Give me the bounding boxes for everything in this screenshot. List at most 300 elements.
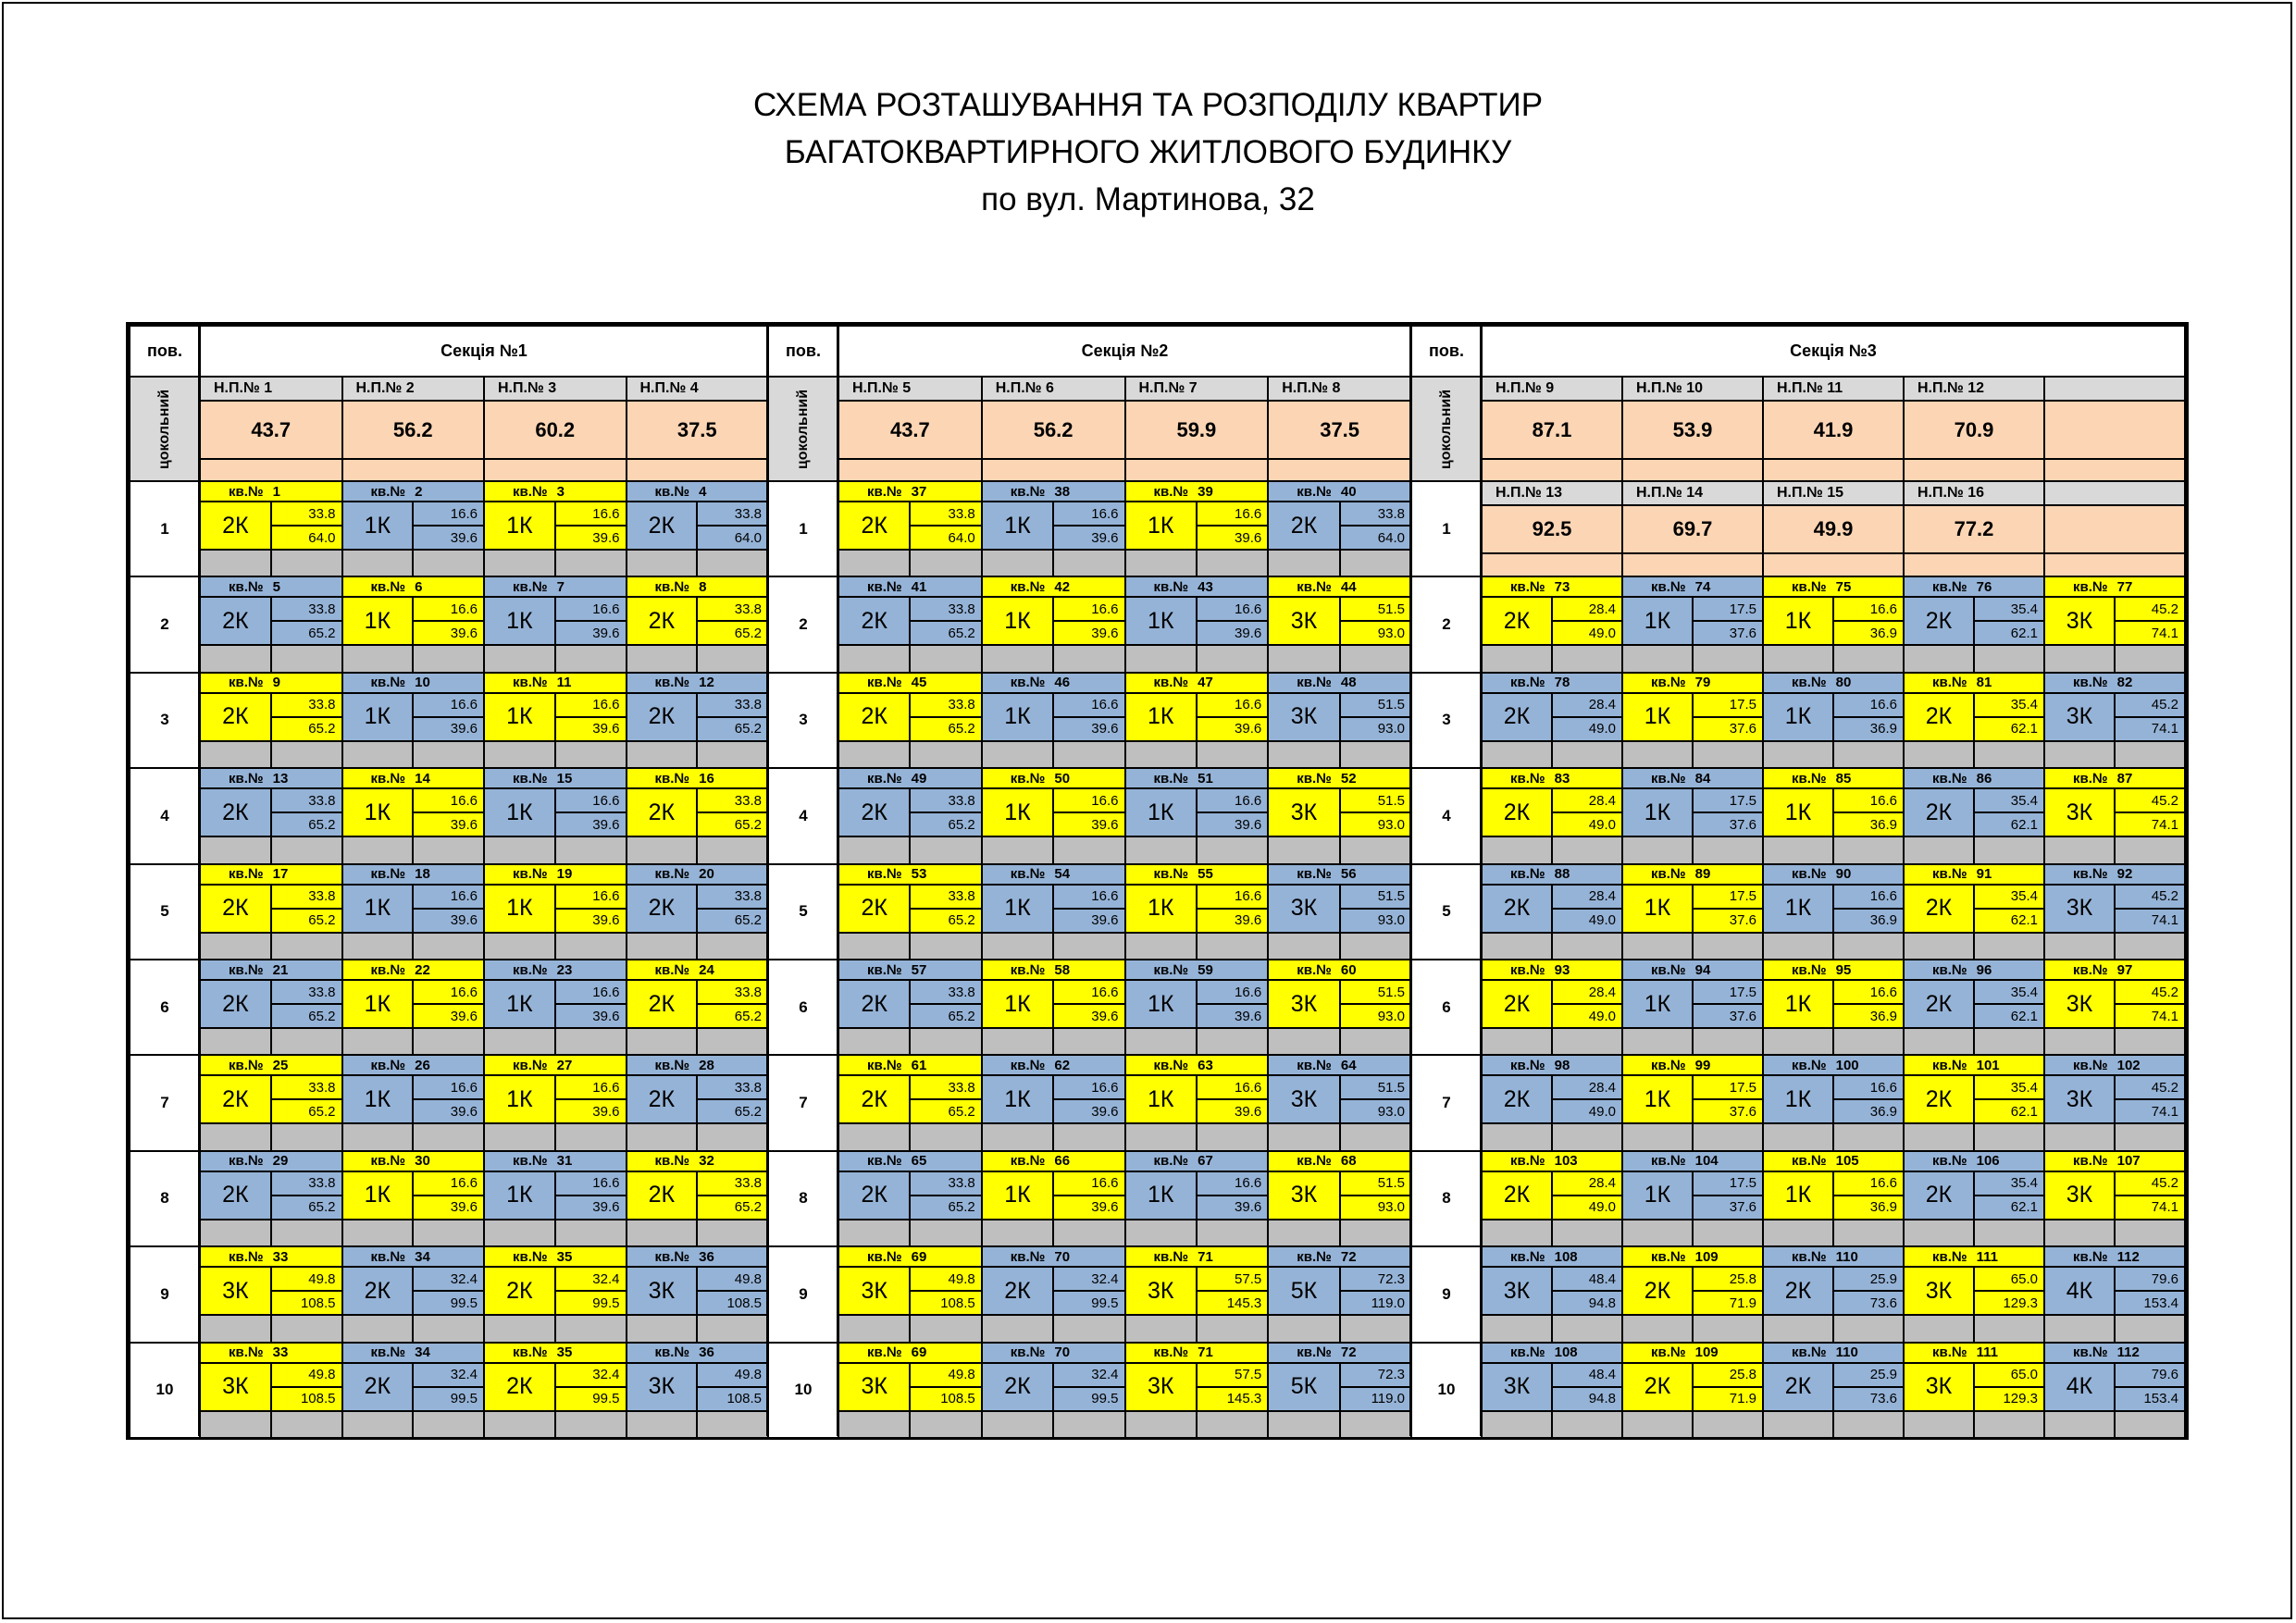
- apartment-number: [1622, 768, 1763, 788]
- apartment-number-value: 26: [415, 1057, 430, 1073]
- floor-number: 1: [130, 481, 200, 576]
- apartment-strip: [1125, 741, 1197, 768]
- apartment-total-area: 39.6: [1053, 812, 1124, 836]
- apartment-number-value: 10: [415, 675, 430, 691]
- apartment-number-value: 90: [1835, 866, 1852, 883]
- apartment-total-area: 39.6: [555, 909, 627, 933]
- apartment-number: [1268, 1055, 1411, 1075]
- title-line-1: СХЕМА РОЗТАШУВАННЯ ТА РОЗПОДІЛУ КВАРТИР: [752, 87, 1544, 123]
- apartment-living-area: 16.6: [555, 1171, 627, 1196]
- apartment-number: [1763, 1343, 1904, 1363]
- apartment-strip: [1693, 1315, 1763, 1342]
- apartment-number-prefix: кв.№: [1297, 770, 1332, 787]
- floor-number: 3: [130, 673, 200, 768]
- apartment-number-prefix: кв.№: [654, 483, 690, 500]
- apartment-living-area: 17.5: [1693, 597, 1763, 621]
- apartment-number: [484, 768, 627, 788]
- floor-number: 7: [768, 1055, 838, 1150]
- apartment-number-prefix: кв.№: [1510, 770, 1545, 787]
- apartment-strip: [982, 1220, 1053, 1246]
- apartment-strip: [200, 1411, 271, 1438]
- apartment-number-prefix: кв.№: [1153, 1057, 1189, 1073]
- apartment-living-area: 65.0: [1974, 1267, 2044, 1291]
- apartment-rooms: 1К: [1763, 597, 1833, 645]
- apartment-number-prefix: кв.№: [1010, 770, 1046, 787]
- apartment-total-area: 64.0: [697, 526, 768, 550]
- apartment-strip: [1904, 836, 1974, 863]
- apartment-strip: [1763, 645, 1833, 672]
- apartment-total-area: 145.3: [1197, 1387, 1268, 1411]
- apartment-strip: [1693, 741, 1763, 768]
- apartment-number-value: 73: [1554, 578, 1570, 595]
- apartment-living-area: 16.6: [1053, 885, 1124, 909]
- apartment-number-value: 3: [556, 483, 565, 500]
- apartment-strip: [484, 1411, 555, 1438]
- apartment-strip: [1552, 1028, 1622, 1055]
- apartment-total-area: 37.6: [1693, 621, 1763, 645]
- apartment-strip: [982, 1411, 1053, 1438]
- apartment-total-area: 129.3: [1974, 1387, 2044, 1411]
- apartment-living-area: 33.8: [271, 502, 342, 526]
- apartment-number-prefix: кв.№: [1792, 770, 1827, 787]
- apartment-rooms: 1К: [982, 980, 1053, 1028]
- apartment-rooms: 3К: [1125, 1267, 1197, 1315]
- apartment-number: [1763, 1055, 1904, 1075]
- apartment-number: [1125, 1151, 1269, 1171]
- apartment-strip: [200, 550, 271, 576]
- apartment-strip: [1763, 1411, 1833, 1438]
- apartment-living-area: 16.6: [413, 885, 484, 909]
- apartment-number-value: 111: [1976, 1248, 1998, 1265]
- apartment-number-value: 85: [1835, 770, 1852, 787]
- apartment-strip: [555, 550, 627, 576]
- apartment-strip: [910, 836, 981, 863]
- apartment-strip: [484, 1028, 555, 1055]
- basement-premise-area: 37.5: [1268, 401, 1411, 459]
- apartment-living-area: 16.6: [1197, 693, 1268, 717]
- apartment-strip: [1340, 1220, 1411, 1246]
- apartment-total-area: 49.0: [1552, 812, 1622, 836]
- apartment-living-area: 16.6: [555, 502, 627, 526]
- basement-premise-strip: [838, 459, 982, 481]
- apartment-number-value: 107: [2116, 1153, 2141, 1170]
- apartment-total-area: 94.8: [1552, 1291, 1622, 1315]
- apartment-number: [2044, 673, 2185, 693]
- apartment-number-prefix: кв.№: [1792, 675, 1827, 691]
- floor-number: 4: [1411, 768, 1482, 863]
- apartment-living-area: 33.8: [271, 597, 342, 621]
- apartment-strip: [1125, 933, 1197, 960]
- apartment-living-area: 33.8: [910, 1075, 981, 1099]
- apartment-number-value: 61: [911, 1057, 927, 1073]
- apartment-number-value: 23: [556, 961, 573, 978]
- apartment-strip: [1763, 1315, 1833, 1342]
- apartment-strip: [910, 933, 981, 960]
- apartment-strip: [1053, 1028, 1124, 1055]
- apartment-number: [1268, 481, 1411, 502]
- apartment-strip: [1974, 1028, 2044, 1055]
- apartment-rooms: 1К: [484, 1171, 555, 1220]
- apartment-living-area: 16.6: [1053, 502, 1124, 526]
- apartment-rooms: 1К: [982, 597, 1053, 645]
- basement-premise-label: Н.П.№ 6: [982, 377, 1125, 401]
- apartment-living-area: 28.4: [1552, 1171, 1622, 1196]
- apartment-number: [982, 673, 1125, 693]
- apartment-number-value: 12: [699, 675, 714, 691]
- floor-column-divider: [837, 326, 839, 1436]
- apartment-number-value: 25: [272, 1057, 289, 1073]
- apartment-rooms: 1К: [1622, 1171, 1693, 1220]
- apartment-number-prefix: кв.№: [654, 1153, 690, 1170]
- basement-floor-label: [130, 377, 200, 481]
- apartment-rooms: 3К: [2044, 693, 2115, 741]
- apartment-rooms: 1К: [1763, 1171, 1833, 1220]
- basement-premise-strip: [2044, 459, 2185, 481]
- apartment-number-prefix: кв.№: [654, 578, 690, 595]
- apartment-number-prefix: кв.№: [229, 961, 264, 978]
- apartment-strip: [1268, 933, 1339, 960]
- apartment-total-area: 99.5: [555, 1291, 627, 1315]
- apartment-living-area: 25.8: [1693, 1267, 1763, 1291]
- apartment-living-area: 28.4: [1552, 693, 1622, 717]
- apartment-number: [1904, 1151, 2044, 1171]
- apartment-number-value: 35: [556, 1248, 573, 1265]
- apartment-rooms: 2К: [838, 1171, 910, 1220]
- apartment-number-value: 111: [1976, 1344, 1998, 1361]
- apartment-total-area: 39.6: [555, 717, 627, 741]
- apartment-total-area: 153.4: [2115, 1387, 2185, 1411]
- apartment-strip: [271, 836, 342, 863]
- apartment-number: [1482, 576, 1622, 597]
- apartment-total-area: 36.9: [1833, 1004, 1904, 1028]
- apartment-living-area: 51.5: [1340, 1171, 1411, 1196]
- apartment-number-value: 55: [1198, 866, 1213, 883]
- apartment-strip: [484, 1123, 555, 1150]
- apartment-number: [838, 673, 982, 693]
- apartment-total-area: 39.6: [413, 1196, 484, 1220]
- apartment-rooms: 3К: [1268, 597, 1339, 645]
- apartment-total-area: 65.2: [910, 1004, 981, 1028]
- apartment-strip: [413, 1028, 484, 1055]
- apartment-rooms: 2К: [342, 1363, 414, 1411]
- apartment-living-area: 16.6: [413, 502, 484, 526]
- apartment-strip: [1197, 741, 1268, 768]
- apartment-number-value: 104: [1694, 1153, 1719, 1170]
- apartment-rooms: 3К: [1268, 1075, 1339, 1123]
- floor-number: 6: [1411, 960, 1482, 1055]
- apartment-number-prefix: кв.№: [1153, 483, 1189, 500]
- apartment-strip: [1340, 836, 1411, 863]
- apartment-number: [1622, 673, 1763, 693]
- apartment-living-area: 16.6: [413, 597, 484, 621]
- apartment-living-area: 17.5: [1693, 885, 1763, 909]
- apartment-rooms: 1К: [982, 1075, 1053, 1123]
- apartment-rooms: 2К: [627, 693, 698, 741]
- apartment-living-area: 33.8: [697, 1075, 768, 1099]
- apartment-number-value: 63: [1198, 1057, 1213, 1073]
- apartment-living-area: 57.5: [1197, 1363, 1268, 1387]
- apartment-total-area: 36.9: [1833, 621, 1904, 645]
- apartment-number: [2044, 1343, 2185, 1363]
- apartment-number-value: 29: [272, 1153, 289, 1170]
- apartment-number-prefix: кв.№: [1792, 1057, 1827, 1073]
- apartment-number-prefix: кв.№: [1510, 1153, 1545, 1170]
- apartment-number: [627, 1343, 769, 1363]
- apartment-total-area: 36.9: [1833, 1196, 1904, 1220]
- apartment-strip: [1268, 1220, 1339, 1246]
- apartment-number: [200, 960, 342, 980]
- apartment-number-prefix: кв.№: [1651, 675, 1686, 691]
- apartment-strip: [1622, 645, 1693, 672]
- first-floor-premise-strip: [1622, 553, 1763, 576]
- apartment-number: [342, 673, 485, 693]
- apartment-number: [1904, 1055, 2044, 1075]
- apartment-strip: [1268, 1315, 1339, 1342]
- apartment-total-area: 99.5: [1053, 1387, 1124, 1411]
- apartment-number-prefix: кв.№: [1297, 866, 1332, 883]
- apartment-strip: [1125, 1123, 1197, 1150]
- apartment-number: [1904, 1246, 2044, 1267]
- apartment-total-area: 36.9: [1833, 1099, 1904, 1123]
- apartment-total-area: 108.5: [271, 1387, 342, 1411]
- apartment-number: [1482, 1246, 1622, 1267]
- apartment-number-prefix: кв.№: [1510, 1248, 1545, 1265]
- floor-number: 6: [130, 960, 200, 1055]
- apartment-strip: [1622, 933, 1693, 960]
- apartment-living-area: 33.8: [271, 693, 342, 717]
- apartment-total-area: 62.1: [1974, 717, 2044, 741]
- floor-number: 10: [130, 1343, 200, 1438]
- apartment-strip: [271, 1220, 342, 1246]
- apartment-strip: [1552, 836, 1622, 863]
- apartment-total-area: 71.9: [1693, 1387, 1763, 1411]
- apartment-strip: [555, 1411, 627, 1438]
- apartment-number-prefix: кв.№: [2073, 770, 2108, 787]
- apartment-strip: [1622, 836, 1693, 863]
- apartment-living-area: 49.8: [697, 1363, 768, 1387]
- basement-premise-strip: [982, 459, 1125, 481]
- apartment-strip: [627, 1315, 698, 1342]
- apartment-rooms: 2К: [627, 1075, 698, 1123]
- apartment-number-value: 44: [1340, 578, 1357, 595]
- apartment-number: [1268, 960, 1411, 980]
- apartment-number-value: 81: [1976, 675, 1992, 691]
- apartment-number-value: 97: [2116, 961, 2133, 978]
- apartment-total-area: 93.0: [1340, 1099, 1411, 1123]
- apartment-number-value: 71: [1198, 1248, 1213, 1265]
- floor-number: 10: [1411, 1343, 1482, 1438]
- apartment-strip: [1197, 1028, 1268, 1055]
- apartment-total-area: 62.1: [1974, 812, 2044, 836]
- apartment-living-area: 16.6: [555, 693, 627, 717]
- apartment-number-prefix: кв.№: [370, 675, 406, 691]
- apartment-rooms: 2К: [1904, 1075, 1974, 1123]
- apartment-number: [1904, 576, 2044, 597]
- apartment-living-area: 16.6: [1833, 1075, 1904, 1099]
- apartment-total-area: 74.1: [2115, 621, 2185, 645]
- apartment-strip: [342, 1411, 414, 1438]
- floor-number: 10: [768, 1343, 838, 1438]
- apartment-total-area: 37.6: [1693, 1196, 1763, 1220]
- apartment-number-value: 53: [911, 866, 927, 883]
- apartment-rooms: 1К: [1125, 1075, 1197, 1123]
- apartment-number-value: 16: [699, 770, 714, 787]
- apartment-number-value: 36: [699, 1344, 714, 1361]
- apartment-living-area: 51.5: [1340, 885, 1411, 909]
- apartment-number: [1125, 481, 1269, 502]
- apartment-number-prefix: кв.№: [1153, 866, 1189, 883]
- apartment-total-area: 62.1: [1974, 909, 2044, 933]
- apartment-number: [2044, 1151, 2185, 1171]
- apartment-living-area: 28.4: [1552, 1075, 1622, 1099]
- apartment-living-area: 16.6: [1833, 693, 1904, 717]
- apartment-number-prefix: кв.№: [654, 866, 690, 883]
- apartment-strip: [1053, 1411, 1124, 1438]
- apartment-number: [627, 768, 769, 788]
- apartment-number: [838, 960, 982, 980]
- apartment-strip: [1340, 550, 1411, 576]
- apartment-rooms: 3К: [1904, 1363, 1974, 1411]
- apartment-total-area: 37.6: [1693, 812, 1763, 836]
- apartment-rooms: 2К: [838, 597, 910, 645]
- apartment-rooms: 4К: [2044, 1363, 2115, 1411]
- apartment-strip: [2044, 1411, 2115, 1438]
- apartment-strip: [1693, 645, 1763, 672]
- apartment-strip: [697, 1315, 768, 1342]
- apartment-total-area: 62.1: [1974, 621, 2044, 645]
- apartment-number-prefix: кв.№: [867, 770, 902, 787]
- apartment-rooms: 2К: [627, 502, 698, 550]
- apartment-number-prefix: кв.№: [513, 1344, 548, 1361]
- apartment-number-prefix: кв.№: [1932, 1248, 1967, 1265]
- apartment-living-area: 72.3: [1340, 1267, 1411, 1291]
- apartment-number-value: 28: [699, 1057, 714, 1073]
- apartment-total-area: 65.2: [910, 909, 981, 933]
- basement-premise-area: 56.2: [342, 401, 485, 459]
- apartment-rooms: 1К: [484, 1075, 555, 1123]
- apartment-rooms: 3К: [2044, 885, 2115, 933]
- apartment-number: [982, 481, 1125, 502]
- first-floor-premise-label: Н.П.№ 13: [1482, 481, 1622, 505]
- apartment-living-area: 45.2: [2115, 597, 2185, 621]
- apartment-number: [200, 864, 342, 885]
- apartment-strip: [413, 645, 484, 672]
- apartment-total-area: 65.2: [271, 812, 342, 836]
- apartment-strip: [2115, 645, 2185, 672]
- apartment-strip: [200, 836, 271, 863]
- apartment-rooms: 2К: [627, 980, 698, 1028]
- apartment-strip: [271, 1411, 342, 1438]
- apartment-number-value: 102: [2116, 1057, 2141, 1073]
- apartment-number: [484, 1055, 627, 1075]
- apartment-strip: [910, 1028, 981, 1055]
- apartment-rooms: 2К: [627, 1171, 698, 1220]
- apartment-strip: [1482, 1123, 1552, 1150]
- apartment-strip: [1904, 1315, 1974, 1342]
- apartment-strip: [838, 933, 910, 960]
- apartment-number-prefix: кв.№: [654, 770, 690, 787]
- apartment-total-area: 108.5: [271, 1291, 342, 1315]
- apartment-strip: [2115, 741, 2185, 768]
- apartment-strip: [1268, 1028, 1339, 1055]
- apartment-number: [982, 1246, 1125, 1267]
- apartment-strip: [1053, 1123, 1124, 1150]
- apartment-strip: [555, 836, 627, 863]
- apartment-strip: [982, 1028, 1053, 1055]
- apartment-number-value: 7: [556, 578, 565, 595]
- apartment-number-prefix: кв.№: [370, 961, 406, 978]
- apartment-number-value: 65: [911, 1153, 927, 1170]
- apartment-living-area: 16.6: [555, 1075, 627, 1099]
- apartment-living-area: 33.8: [271, 1171, 342, 1196]
- first-floor-premise-label: [2044, 481, 2185, 505]
- apartment-number-value: 32: [699, 1153, 714, 1170]
- basement-label-text: цокольний: [1438, 389, 1454, 469]
- floor-number: 5: [768, 864, 838, 960]
- first-floor-premise-area: 49.9: [1763, 505, 1904, 553]
- apartment-strip: [982, 933, 1053, 960]
- apartment-strip: [200, 645, 271, 672]
- apartment-strip: [200, 933, 271, 960]
- apartment-number: [838, 1343, 982, 1363]
- apartment-strip: [1552, 741, 1622, 768]
- apartment-strip: [413, 1220, 484, 1246]
- basement-premise-area: 60.2: [484, 401, 627, 459]
- apartment-number-prefix: кв.№: [1010, 1344, 1046, 1361]
- basement-floor-label: [768, 377, 838, 481]
- apartment-number-prefix: кв.№: [1651, 1057, 1686, 1073]
- apartment-rooms: 2К: [484, 1267, 555, 1315]
- apartment-strip: [1125, 550, 1197, 576]
- apartment-rooms: 1К: [1622, 693, 1693, 741]
- apartment-strip: [1833, 1123, 1904, 1150]
- apartment-strip: [1763, 1123, 1833, 1150]
- apartment-number-value: 24: [699, 961, 714, 978]
- apartment-total-area: 39.6: [555, 1196, 627, 1220]
- apartment-strip: [697, 550, 768, 576]
- apartment-rooms: 2К: [484, 1363, 555, 1411]
- apartment-rooms: 3К: [627, 1363, 698, 1411]
- apartment-strip: [484, 550, 555, 576]
- floor-number: 7: [1411, 1055, 1482, 1150]
- apartment-rooms: 1К: [484, 502, 555, 550]
- apartment-strip: [413, 1411, 484, 1438]
- apartment-strip: [1482, 1411, 1552, 1438]
- apartment-strip: [1693, 1220, 1763, 1246]
- apartment-total-area: 62.1: [1974, 1004, 2044, 1028]
- first-floor-premise-strip: [2044, 553, 2185, 576]
- apartment-strip: [2044, 741, 2115, 768]
- apartment-total-area: 74.1: [2115, 1099, 2185, 1123]
- apartment-number-prefix: кв.№: [1153, 961, 1189, 978]
- apartment-total-area: 93.0: [1340, 1196, 1411, 1220]
- apartment-number-value: 69: [911, 1248, 927, 1265]
- apartment-total-area: 39.6: [1197, 1099, 1268, 1123]
- apartment-number: [2044, 576, 2185, 597]
- apartment-strip: [1482, 1315, 1552, 1342]
- apartment-strip: [1125, 836, 1197, 863]
- apartment-total-area: 74.1: [2115, 1004, 2185, 1028]
- apartment-number-prefix: кв.№: [370, 1057, 406, 1073]
- apartment-strip: [1974, 645, 2044, 672]
- floor-column-divider: [198, 326, 201, 1436]
- apartment-strip: [1268, 836, 1339, 863]
- apartment-number-prefix: кв.№: [1510, 675, 1545, 691]
- apartment-total-area: 71.9: [1693, 1291, 1763, 1315]
- apartment-number: [1268, 864, 1411, 885]
- apartment-number: [1268, 673, 1411, 693]
- basement-premise-area: 53.9: [1622, 401, 1763, 459]
